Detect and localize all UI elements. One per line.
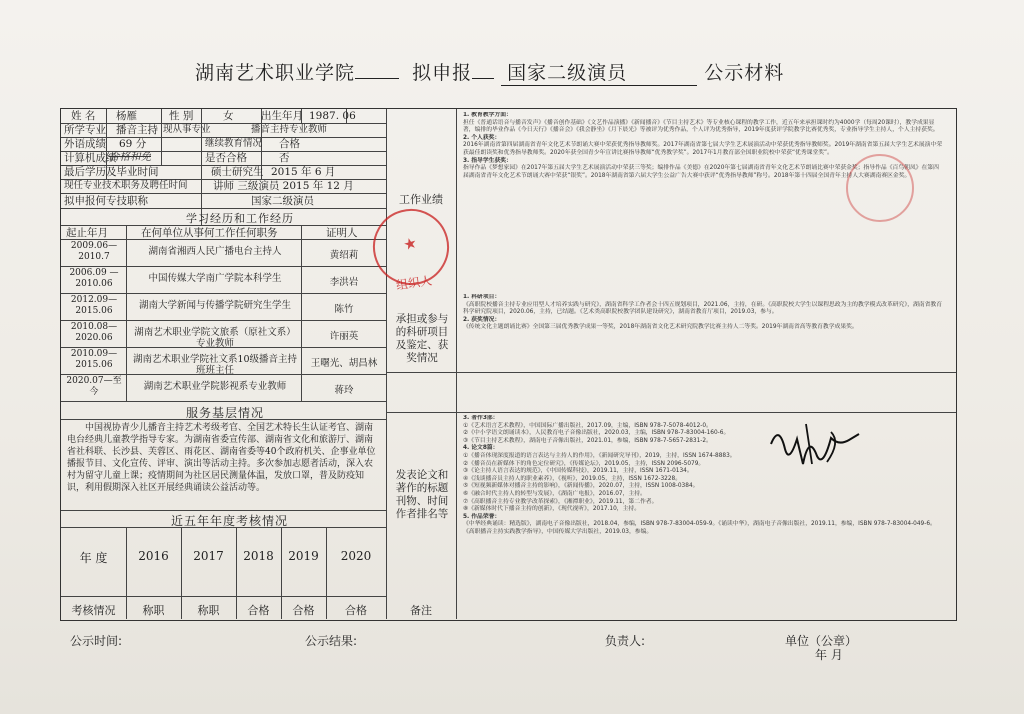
value-cont: 合格 — [279, 138, 300, 150]
study-unit: 湖南艺术职业学院影视系专业教师 — [143, 381, 287, 392]
document-title — [195, 58, 915, 86]
study-period: 2006.09 —2010.06 — [69, 268, 119, 289]
value-major: 播音主持 — [116, 124, 158, 136]
divider — [61, 293, 386, 294]
footer-time: 公示时间: — [70, 634, 123, 648]
value-target: 国家二级演员 — [251, 195, 314, 207]
title-underline — [472, 62, 494, 79]
paper-item: ⑤《短视频新媒体对播音主持的影响》，《新闻传播》，2020.07，主持，ISSN 1008-0384。 — [463, 483, 699, 490]
divider — [61, 266, 386, 267]
divider — [61, 374, 386, 375]
assess-year-label: 年 度 — [79, 551, 108, 565]
book-item: ③《节目主持艺术教程》，湖南电子音像出版社，2021.01，参编，ISBN 978-7-5657-2831-2。 — [463, 437, 712, 444]
section-heading: 2. 获奖情况： — [463, 316, 501, 323]
school-seal — [846, 154, 914, 222]
value-edu: 硕士研究生 — [211, 166, 264, 178]
section-paragraph: 《高职院校播音主持专业应用型人才培养实践与研究》，湖南省科学工作者会十四五规划项目，2021.06，主持，在研。《高职院校大学生以课程思政为主的教学模式改革研究》，湖南省教育科学研究院项目，2020.06，主持，已结题。《艺术类高职院校教学团队建设研究》，湖南省教育厅项目，2019.03，参与。 — [463, 301, 943, 316]
divider — [386, 412, 956, 413]
divider — [386, 109, 387, 619]
paper-list — [463, 453, 943, 514]
label-work-performance: 工作业绩 — [399, 193, 443, 206]
study-unit: 中国传媒大学南广学院本科学生 — [148, 273, 282, 284]
section-heading: 4. 论文8篇： — [463, 445, 499, 452]
section-heading: 1. 科研项目： — [463, 294, 501, 300]
value-current: 讲师 三级演员 2015 年 12 月 — [213, 180, 354, 192]
right-projects-text — [463, 294, 943, 412]
study-witness: 陈竹 — [334, 304, 354, 315]
title-apply: 拟申报 — [412, 62, 473, 84]
study-period: 2012.09—2015.06 — [70, 295, 118, 316]
right-papers-text — [463, 415, 943, 615]
book-list — [463, 423, 943, 446]
assess-title: 近五年年度考核情况 — [171, 514, 289, 528]
section-paragraph: 《传统文化主题朗诵比赛》全国第三届优秀教学成果一等奖，2018年湖南省文化艺术研究院教学比赛主持人二等奖。2019年湖南省高等教育教学成果奖。 — [463, 324, 858, 331]
label-cont: 继续教育情况 — [205, 138, 263, 149]
value-mandarin: 否 — [279, 152, 290, 164]
assess-year: 2019 — [288, 549, 319, 563]
divider — [61, 208, 386, 209]
title-suffix: 公示材料 — [704, 62, 785, 84]
col-unit: 在何单位从事何工作任何职务 — [141, 227, 278, 239]
study-title: 学习经历和工作经历 — [186, 212, 294, 225]
label-current: 现任专业技术职务及聘任时间 — [64, 180, 188, 191]
footer-result: 公示结果: — [305, 634, 358, 648]
label-projects: 承担或参与的科研项目及鉴定、获奖情况 — [395, 313, 449, 364]
form-table — [60, 108, 957, 621]
divider — [61, 419, 386, 420]
paper-item: ②《播音员在新媒体下的角色定位研究》，《传媒论坛》，2019.05，主持，ISSN 2096-5079。 — [463, 460, 705, 467]
label-computer: 计算机成绩 — [64, 152, 117, 164]
value-birth: 1987. 06 — [309, 110, 356, 122]
value-work: 播音主持专业教师 — [251, 124, 328, 135]
value-lang: 69 分 — [119, 138, 147, 150]
book-item: ②《中小学语文朗诵读本》，人民教育电子音像出版社，2020.03，主编，ISBN 978-7-83004-160-6。 — [463, 430, 730, 437]
label-birth: 出生年月 — [261, 110, 303, 122]
value-name: 杨雁 — [116, 110, 137, 122]
title-underline — [355, 62, 399, 79]
section-paragraph: 2016年湖南省第四届湖南省青年文化艺术节朗诵大赛中荣获优秀指导教师奖。2017年湖南省第七届大学生艺术展演活动中荣获优秀指导教师奖。2019年湖南省第五届大学生艺术展演中荣获最佳朗读奖和优秀指导教师奖。2020年获全国青少年宣讲比赛指导教师“优秀教学奖”。2017年1月教育部全国职业院校中荣获“优秀课堂奖”。 — [463, 142, 943, 156]
study-period: 2009.06—2010.7 — [70, 241, 118, 262]
divider — [61, 123, 386, 124]
book-item: ①《艺术语言艺术教程》，中国国际广播出版社，2017.09，主编，ISBN 978-7-5078-4012-0。 — [463, 422, 712, 429]
service-title: 服务基层情况 — [186, 406, 265, 420]
section-paragraph: 《中华经典诵读：精选版》，湖南电子音像出版社，2018.04，参编，ISBN 978-7-83004-059-9。《诵读中华》，湖南电子音像出版社，2019.11，参编，ISBN 978-7-83004-049-6。《高职播音主持实践教学指导》，中国传媒大学出版社，2019.03，参编。 — [463, 521, 936, 535]
study-unit: 湖南省湘西人民广播电台主持人 — [148, 246, 282, 257]
assess-year: 2017 — [193, 549, 224, 563]
divider — [61, 596, 386, 597]
assess-result: 合格 — [292, 604, 315, 617]
label-major: 所学专业 — [64, 124, 106, 136]
divider — [61, 401, 386, 402]
label-work: 现从事专业 — [163, 124, 211, 135]
section-paragraph: 担任《普通话语音与播音发声》《播音创作基础》《文艺作品演播》《新闻播音》《节目主持艺术》等专业核心课程的教学工作，近五年来承担课时约为4000学（每周20课时），教学成果显著，编排的毕业作品《今日天行》《播音会》《我会静坐》《月下晨光》等被评为优秀作品，个人评为优秀指导，2019年度获评学院教学比赛优秀奖，专业指导学生主持人，个人主持获奖。 — [463, 119, 939, 134]
divider — [61, 347, 386, 348]
label-papers: 发表论文和著作的标题刊物、时间作者排名等 — [395, 469, 449, 520]
section-heading: 3. 指导学生获奖： — [463, 157, 512, 164]
section-heading: 2. 个人获奖： — [463, 134, 501, 141]
assess-result-label: 考核情况 — [71, 604, 116, 617]
study-period: 2010.08—2020.06 — [70, 322, 118, 343]
paper-item: ⑦《高职播音主持专业教学改革探索》，《湘潭职业》，2019.11，第二作者。 — [463, 498, 658, 505]
label-gender: 性 别 — [169, 110, 194, 122]
divider — [61, 239, 386, 240]
study-witness: 李洪岩 — [329, 277, 359, 288]
value-gender: 女 — [223, 110, 234, 122]
assess-result: 合格 — [345, 604, 367, 617]
value-edu-time: 2015 年 6 月 — [271, 166, 336, 178]
study-unit: 湖南艺术职业学院社文系10级播音主持班班主任 — [132, 354, 298, 376]
divider — [161, 109, 162, 165]
assess-result: 合格 — [247, 604, 270, 617]
official-seal: ★ — [364, 200, 457, 293]
assess-remark: 备注 — [410, 604, 432, 617]
col-period: 起止年月 — [66, 227, 108, 239]
assess-year: 2020 — [340, 549, 372, 563]
paper-item: ⑧《新媒体时代下播音主持的创新》，《现代视听》，2017.10，主持。 — [463, 506, 640, 513]
study-period: 2010.09—2015.06 — [70, 349, 118, 370]
assess-result: 称职 — [197, 604, 220, 617]
divider — [61, 510, 386, 511]
divider — [61, 193, 386, 194]
title-school: 湖南艺术职业学院 — [195, 62, 356, 84]
study-witness: 王曙光、胡昌林 — [310, 358, 378, 369]
study-period: 2020.07—至今 — [66, 376, 122, 397]
footer-unit: 单位（公章） — [785, 634, 858, 648]
divider — [201, 109, 202, 179]
assess-year: 2018 — [243, 549, 274, 563]
assess-year: 2016 — [138, 549, 169, 563]
study-witness: 蒋玲 — [334, 385, 354, 396]
title-level: 国家二级演员 — [501, 58, 697, 86]
label-target: 拟申报何专技职称 — [64, 195, 148, 207]
section-heading: 5. 作品荣誉： — [463, 513, 501, 520]
label-name: 姓 名 — [71, 110, 96, 122]
signature-image — [761, 414, 871, 474]
paper-item: ⑥《融合时代主持人的转型与发展》，《湖南广电报》，2016.07，主持。 — [463, 490, 646, 497]
paper-item: ④《浅谈播音员主持人的职业素养》，《视听》，2019.05，主持，ISSN 1672-3228。 — [463, 475, 682, 482]
label-lang: 外语成绩 — [64, 138, 106, 150]
assess-result: 称职 — [142, 604, 165, 617]
col-witness: 证明人 — [326, 227, 358, 239]
study-witness: 黄绍莉 — [329, 250, 359, 261]
study-witness: 许丽英 — [329, 331, 359, 342]
study-unit: 湖南大学新闻与传播学院研究生学生 — [138, 300, 291, 311]
footer-date: 年 月 — [815, 648, 843, 662]
study-unit: 湖南艺术职业学院文旅系（原社文系）专业教师 — [134, 327, 296, 349]
divider — [61, 320, 386, 321]
label-edu: 最后学历及毕业时间 — [64, 166, 159, 178]
value-computer: 合格和免 — [109, 151, 151, 163]
service-text: 中国视协青少儿播音主持艺术考级考官、全国艺术特长生认证考官、湖南电台经典儿童教学指导专家。为湖南省委宣传部、湖南省文化和旅游厅、湖南省社科联、长沙县、芙蓉区、雨花区、湖南省委等40个政府机关、企事业单位播报节目、文化宣传、评审、演出等活动主持。多次参加志愿者活动，深入农村为留守儿童上课；疫情期间为社区居民测量体温，发放口罩，普及防疫知识，利用假期深入社区开展经典诵读公益活动等。 — [67, 423, 376, 493]
seal-text: 组织人 — [395, 273, 433, 293]
section-paragraph: 指导作品《梦想家园》在2017年第五届大学生艺术展演活动中荣获三等奖；编排作品《美德》在2020年第七届湖南省青年文化艺术节朗诵比赛中荣获金奖；指导作品《百鸟朝凤》在第四届湖南省青年文化艺术节朗诵大赛中荣获“银奖”。2018年湖南省第六届大学生公益广告大赛中获评“优秀指导教师”称号。2018年第十四届全国青年主持人大赛湖南赛区金奖。 — [463, 165, 939, 179]
divider — [61, 527, 386, 528]
paper-item: ①《播音体现深度报道的语言表达与主持人的作用》，《新闻研究导刊》，2019，主持，ISSN 1674-8883。 — [463, 452, 736, 459]
label-mandarin: 是否合格 — [205, 152, 247, 164]
paper-item: ③《论主持人语言表达的规范》，《中国传媒科技》，2019.11，主持，ISSN 1671-0134。 — [463, 468, 693, 475]
divider — [456, 109, 457, 619]
section-heading: 3. 著作3部： — [463, 415, 499, 421]
section-heading: 1. 教育教学方面： — [463, 112, 512, 118]
footer-leader: 负责人: — [605, 634, 646, 648]
